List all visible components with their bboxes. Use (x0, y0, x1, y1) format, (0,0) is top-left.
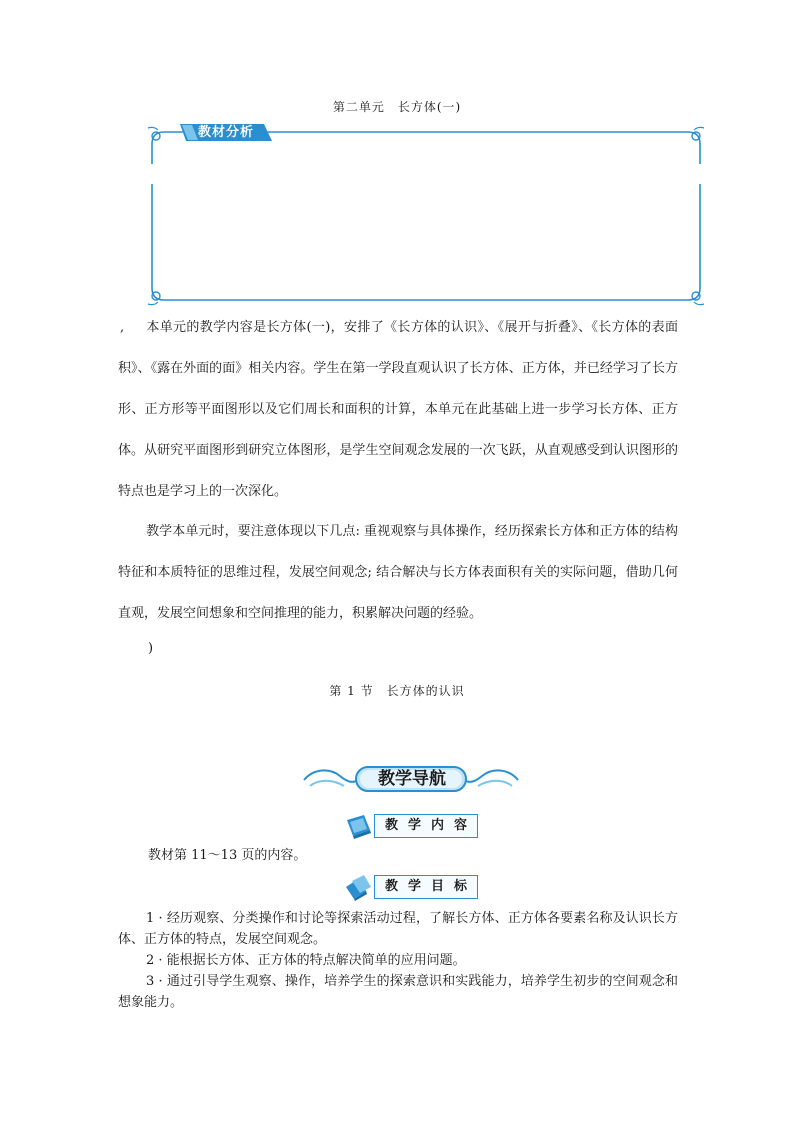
goal-item-3: 3 · 通过引导学生观察、操作，培养学生的探索意识和实践能力，培养学生初步的空间观念和想象能力。 (118, 974, 678, 1010)
teaching-goals-box (374, 875, 478, 899)
teaching-content-heading-text: 教学内容 (385, 818, 478, 833)
analysis-frame (146, 124, 706, 306)
goal-item-1: 1 · 经历观察、分类操作和讨论等探索活动过程，了解长方体、正方体各要素名称及认识长方体、正方体的特点，发展空间观念。 (118, 911, 678, 947)
analysis-tab-label: 教材分析 (198, 125, 255, 140)
teaching-goals-list (118, 908, 678, 1013)
teaching-content-box (374, 814, 478, 838)
goal-item-2: 2 · 能根据长方体、正方体的特点解决简单的应用问题。 (146, 953, 466, 968)
analysis-paragraph-1 (118, 307, 678, 512)
unit-header-title: 第二单元 长方体(一) (332, 100, 462, 114)
books-icon (344, 873, 374, 901)
teaching-goals-heading (344, 873, 484, 901)
analysis-paragraph-1-text: 本单元的教学内容是长方体(一)，安排了《长方体的认识》、《展开与折叠》、《长方体的表面积》、《露在外面的面》相关内容。学生在第一学段直观认识了长方体、正方体，并已经学习了长方形、正方形等平面图形以及它们周长和面积的计算，本单元在此基础上进一步学习长方体、正方体。从研究平面图形到研究立体图形，是学生空间观念发展的一次飞跃，从直观感受到认识图形的特点也是学习上的一次深化。 (118, 320, 678, 499)
analysis-frame-border (146, 124, 706, 306)
analysis-paragraph-2 (118, 511, 678, 634)
teaching-navigation-banner (300, 762, 522, 798)
banner-label: 教学导航 (378, 769, 446, 789)
teaching-content-text: 教材第 11～13 页的内容。 (148, 848, 307, 863)
teaching-goals-heading-text: 教学目标 (385, 879, 478, 894)
section-title: 第 1 节 长方体的认识 (329, 684, 465, 698)
closing-paren: ) (148, 641, 154, 656)
book-icon (344, 812, 374, 840)
analysis-paragraph-2-text: 教学本单元时，要注意体现以下几点: 重视观察与具体操作，经历探索长方体和正方体的结构特征和本质特征的思维过程，发展空间观念; 结合解决与长方体表面积有关的实际问题，借助几何直观，发展空间想象和空间推理的能力，积累解决问题的经验。 (118, 524, 678, 621)
teaching-content-heading (344, 812, 484, 840)
stray-comma: , (120, 320, 125, 335)
